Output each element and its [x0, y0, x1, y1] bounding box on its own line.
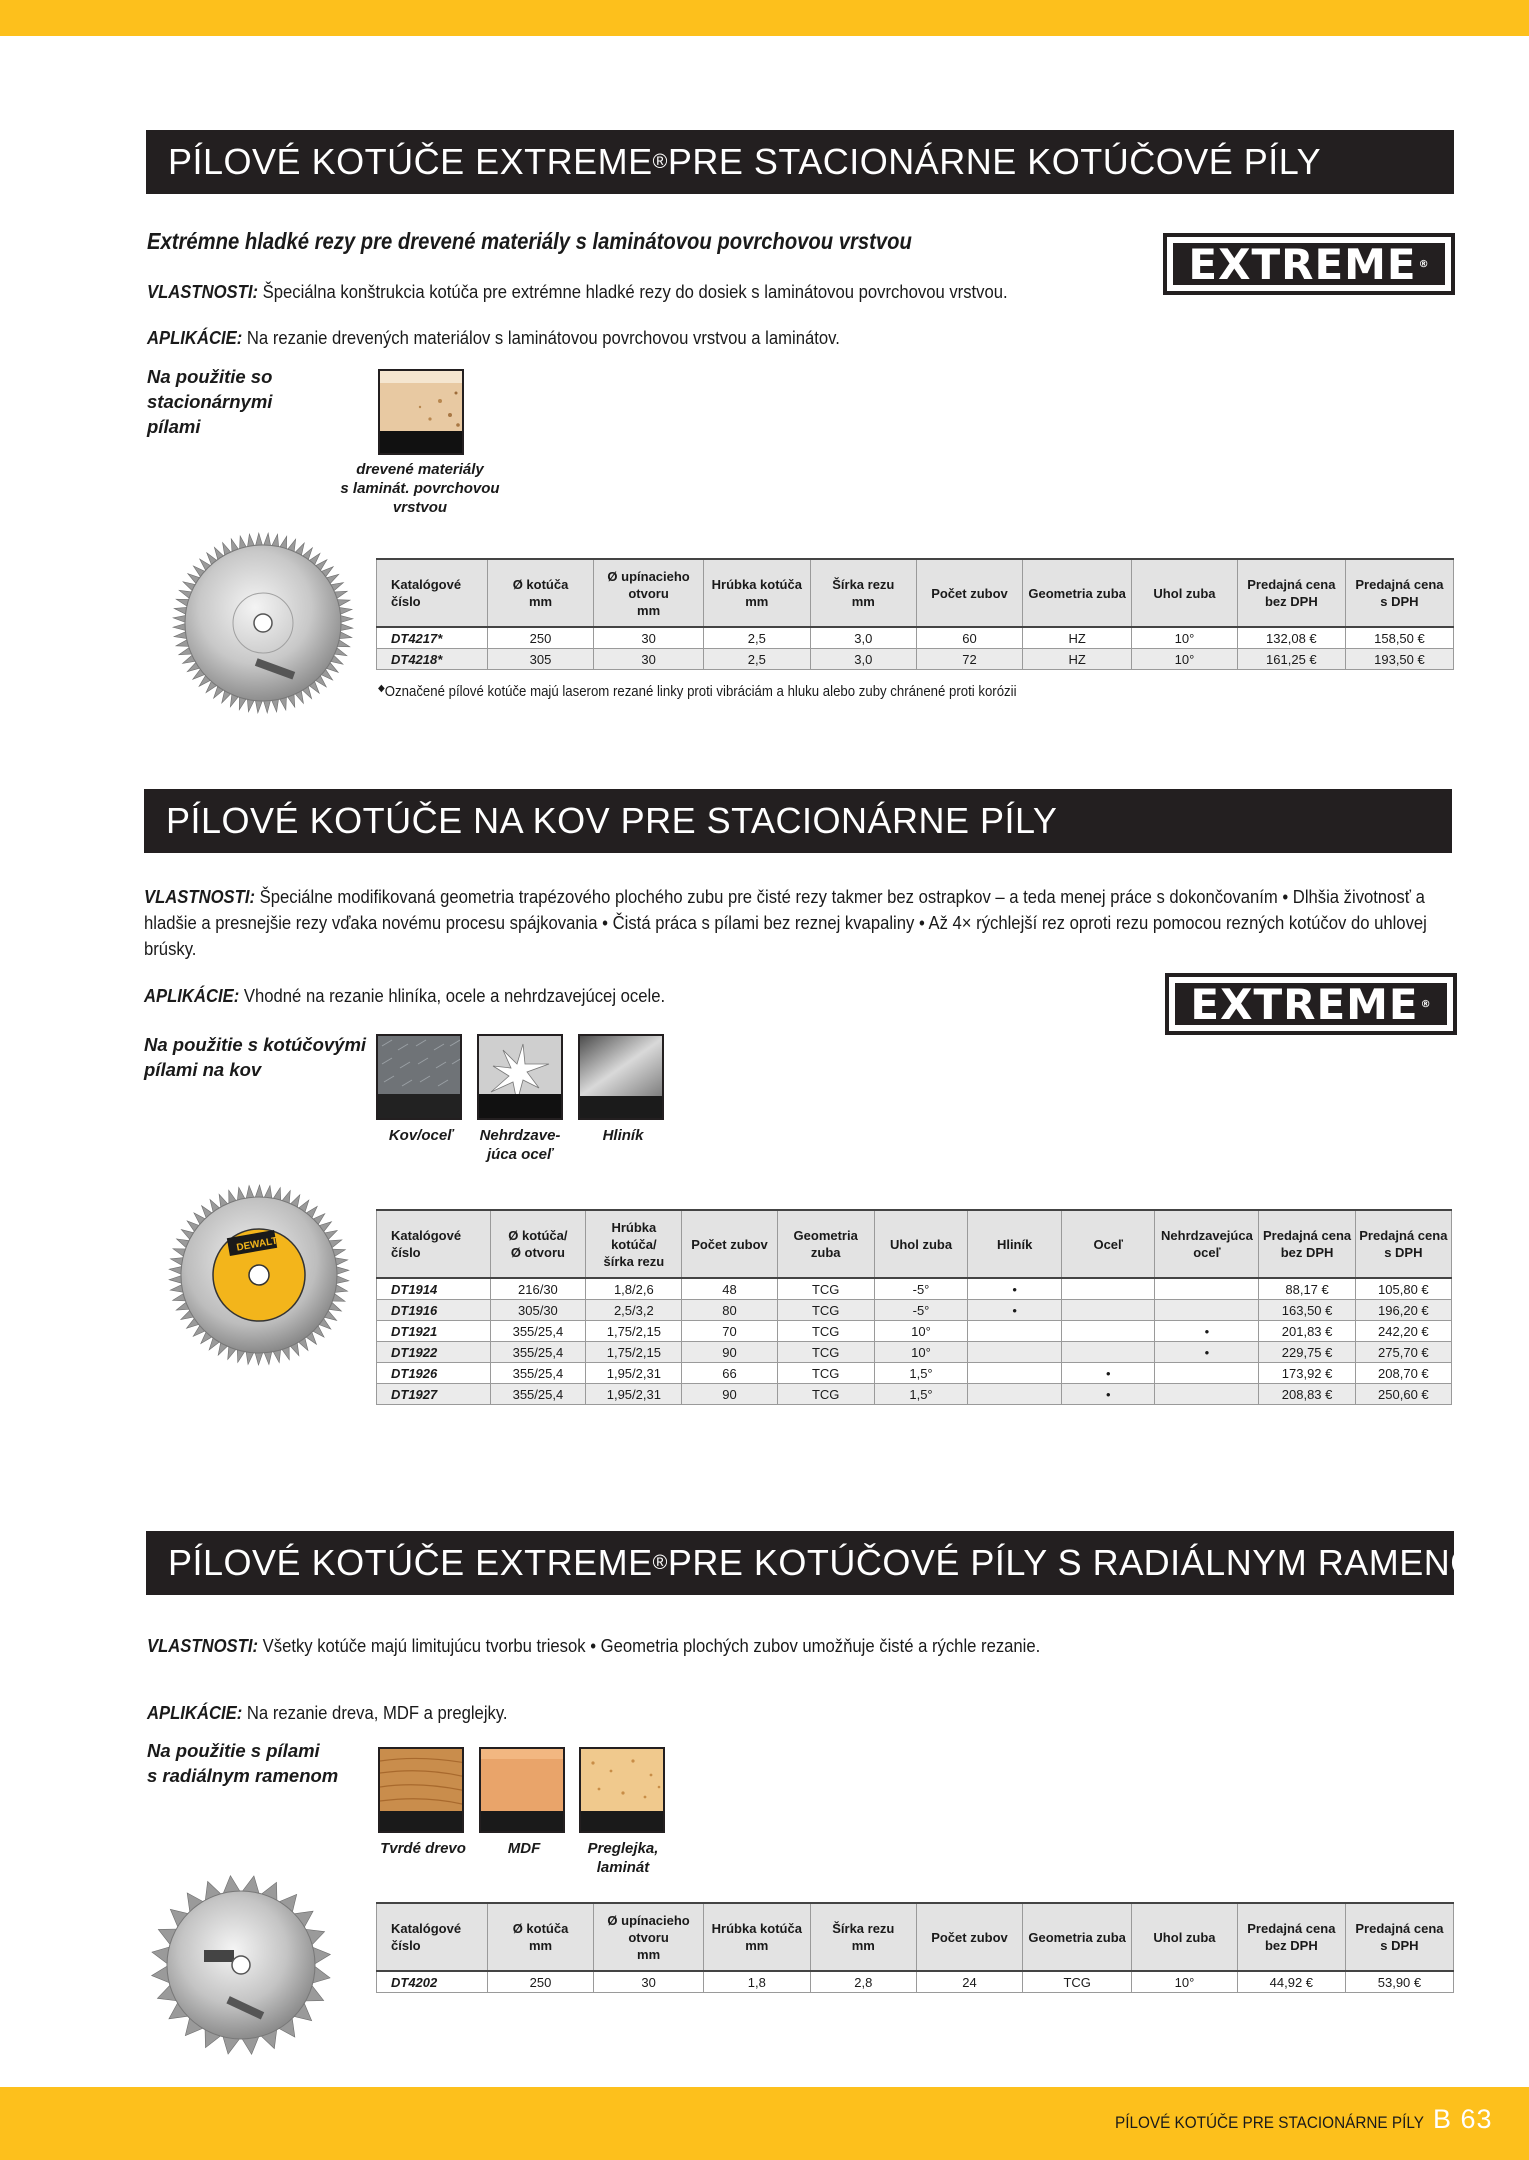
catalog-number-cell: DT1926	[377, 1363, 491, 1384]
table-cell: 1,5°	[874, 1363, 967, 1384]
table-cell: 88,17 €	[1259, 1278, 1355, 1300]
table-cell: 80	[682, 1300, 777, 1321]
extreme-logo	[1165, 973, 1457, 1035]
table-cell: 208,70 €	[1355, 1363, 1451, 1384]
column-header: Nehrdzavejúca oceľ	[1155, 1210, 1259, 1278]
table-cell: TCG	[1023, 1971, 1132, 1993]
material-label-steel: Kov/oceľ	[388, 1127, 454, 1144]
table-row	[377, 1971, 1454, 1993]
section3-properties-label: VLASTNOSTI:	[147, 1635, 259, 1656]
section1-properties-label: VLASTNOSTI:	[147, 281, 259, 302]
table-cell: HZ	[1023, 627, 1132, 649]
stainless-steel-swatch	[477, 1034, 563, 1120]
table-cell: HZ	[1023, 649, 1132, 670]
table-cell: 30	[594, 649, 703, 670]
table-cell: 208,83 €	[1259, 1384, 1355, 1405]
section3-application-text: Na rezanie dreva, MDF a preglejky.	[242, 1702, 508, 1723]
table-cell: 158,50 €	[1345, 627, 1453, 649]
table-cell	[968, 1321, 1062, 1342]
table-cell: 10°	[874, 1342, 967, 1363]
table-cell: 1,95/2,31	[586, 1384, 682, 1405]
page-number: B 63	[1433, 2104, 1493, 2134]
section3-title	[146, 1531, 1510, 1595]
table-cell: 355/25,4	[490, 1321, 586, 1342]
table-cell: 1,75/2,15	[586, 1342, 682, 1363]
column-header: Uhol zuba	[1132, 559, 1238, 627]
section1-title-reg: ®	[652, 150, 668, 173]
table-cell: 229,75 €	[1259, 1342, 1355, 1363]
section1-title	[146, 130, 1454, 194]
table-cell: 72	[916, 649, 1022, 670]
table-cell: 355/25,4	[490, 1384, 586, 1405]
column-header: Uhol zuba	[1132, 1903, 1238, 1971]
table-cell	[1155, 1300, 1259, 1321]
column-header: Geometria zuba	[1023, 1903, 1132, 1971]
table-cell: 196,20 €	[1355, 1300, 1451, 1321]
saw-blade-image	[170, 530, 356, 716]
table-cell	[1062, 1278, 1155, 1300]
extreme-logo-text: EXTREME	[1188, 239, 1417, 289]
plywood-swatch	[579, 1747, 665, 1833]
table-cell: 216/30	[490, 1278, 586, 1300]
column-header: Katalógové číslo	[377, 1210, 491, 1278]
table-cell: 105,80 €	[1355, 1278, 1451, 1300]
column-header: Predajná cena s DPH	[1355, 1210, 1451, 1278]
material-label-stainless: Nehrdzave- júca oceľ	[479, 1127, 561, 1163]
table-cell	[1062, 1321, 1155, 1342]
section2-application	[144, 983, 665, 1009]
table-cell: 193,50 €	[1345, 649, 1453, 670]
table-row	[377, 649, 1454, 670]
catalog-number-cell: DT1916	[377, 1300, 491, 1321]
table-row	[377, 1384, 1452, 1405]
metal-steel-swatch	[376, 1034, 462, 1120]
column-header: Počet zubov	[916, 1903, 1022, 1971]
catalog-number-cell: DT1927	[377, 1384, 491, 1405]
extreme-logo	[1163, 233, 1455, 295]
section2-properties	[144, 884, 1454, 962]
table-cell: •	[968, 1278, 1062, 1300]
column-header: Šírka rezu mm	[810, 559, 916, 627]
section2-properties-label: VLASTNOSTI:	[144, 886, 256, 907]
section1-subtitle: Extrémne hladké rezy pre drevené materiály s laminátovou povrchovou vrstvou	[147, 228, 912, 254]
column-header: Počet zubov	[682, 1210, 777, 1278]
table-cell: TCG	[777, 1321, 874, 1342]
table-cell: 1,95/2,31	[586, 1363, 682, 1384]
catalog-number-cell: DT1921	[377, 1321, 491, 1342]
material-label-aluminium: Hliník	[602, 1127, 644, 1144]
table-cell: 250	[487, 627, 594, 649]
section3-title-text: PÍLOVÉ KOTÚČE EXTREME	[168, 1542, 653, 1583]
table-row	[377, 1321, 1452, 1342]
table-cell: 53,90 €	[1345, 1971, 1453, 1993]
table-cell: 201,83 €	[1259, 1321, 1355, 1342]
table-cell: 3,0	[810, 627, 916, 649]
section1-spec-table	[376, 558, 1454, 670]
section3-usage: Na použitie s pílami s radiálnym ramenom	[147, 1740, 339, 1786]
column-header: Predajná cena s DPH	[1345, 1903, 1453, 1971]
table-cell: 2,5/3,2	[586, 1300, 682, 1321]
blade-brand-text: DEWALT	[235, 1235, 279, 1254]
column-header: Ø kotúča mm	[487, 1903, 594, 1971]
catalog-number-cell: DT4218*	[377, 649, 488, 670]
table-cell	[968, 1363, 1062, 1384]
mdf-swatch	[479, 1747, 565, 1833]
table-cell: 24	[916, 1971, 1022, 1993]
metal-saw-blade-image	[166, 1182, 352, 1368]
section1-footnote	[378, 683, 1017, 700]
material-label-mdf: MDF	[507, 1840, 541, 1857]
table-cell: TCG	[777, 1278, 874, 1300]
table-row	[377, 1342, 1452, 1363]
section1-properties	[147, 279, 1008, 305]
material-label-plywood: Preglejka, laminát	[587, 1840, 659, 1876]
table-cell: 2,5	[703, 627, 810, 649]
table-cell: 90	[682, 1342, 777, 1363]
table-cell: 2,5	[703, 649, 810, 670]
radial-saw-blade-image	[148, 1872, 334, 2058]
table-cell: 250,60 €	[1355, 1384, 1451, 1405]
section2-properties-text: Špeciálne modifikovaná geometria trapézového plochého zubu pre čisté rezy takmer bez ostrapkov – a teda menej práce s dokončovaním • Dlhšia životnosť a hladšie a presnejšie rezy vďaka novému procesu spájkovania • Čistá práca s pílami bez reznej kvapaliny • Až 4× rýchlejší rez oproti rezu pomocou rezných kotúčov do uhlovej brúsky.	[144, 886, 1427, 959]
table-cell: 30	[594, 1971, 703, 1993]
column-header: Predajná cena bez DPH	[1259, 1210, 1355, 1278]
table-cell: -5°	[874, 1300, 967, 1321]
column-header: Katalógové číslo	[377, 1903, 488, 1971]
column-header: Uhol zuba	[874, 1210, 967, 1278]
column-header: Predajná cena bez DPH	[1237, 559, 1345, 627]
footnote-mark: ◆	[378, 683, 385, 694]
table-cell: •	[1062, 1363, 1155, 1384]
table-cell: 70	[682, 1321, 777, 1342]
table-cell: •	[1062, 1384, 1155, 1405]
table-cell: 275,70 €	[1355, 1342, 1451, 1363]
section1-application-label: APLIKÁCIE:	[147, 327, 243, 348]
table-cell: 48	[682, 1278, 777, 1300]
column-header: Ø upínacieho otvoru mm	[594, 559, 703, 627]
table-cell: 305/30	[490, 1300, 586, 1321]
column-header: Ø kotúča/ Ø otvoru	[490, 1210, 586, 1278]
section2-usage: Na použitie s kotúčovými pílami na kov	[144, 1034, 367, 1080]
table-cell: 2,8	[810, 1971, 916, 1993]
column-header: Oceľ	[1062, 1210, 1155, 1278]
table-row	[377, 1300, 1452, 1321]
table-cell: 173,92 €	[1259, 1363, 1355, 1384]
table-cell: 10°	[1132, 627, 1238, 649]
table-cell	[968, 1384, 1062, 1405]
table-cell: •	[1155, 1321, 1259, 1342]
column-header: Predajná cena s DPH	[1345, 559, 1453, 627]
aluminium-swatch	[578, 1034, 664, 1120]
section3-properties	[147, 1633, 1040, 1659]
section3-application	[147, 1700, 508, 1726]
column-header: Predajná cena bez DPH	[1237, 1903, 1345, 1971]
section1-usage: Na použitie so stacionárnymi pílami	[147, 366, 273, 437]
table-cell	[1062, 1300, 1155, 1321]
table-cell: 1,75/2,15	[586, 1321, 682, 1342]
section2-title: PÍLOVÉ KOTÚČE NA KOV PRE STACIONÁRNE PÍLY	[144, 789, 1452, 853]
extreme-logo-reg: ®	[1420, 998, 1432, 1010]
section2-spec-table	[376, 1209, 1452, 1405]
section3-properties-text: Všetky kotúče majú limitujúcu tvorbu triesok • Geometria plochých zubov umožňuje čisté a rýchle rezanie.	[258, 1635, 1041, 1656]
top-accent-bar	[0, 0, 1529, 36]
section1-title-text: PÍLOVÉ KOTÚČE EXTREME	[168, 141, 653, 182]
table-cell	[968, 1342, 1062, 1363]
table-cell: 10°	[1132, 1971, 1238, 1993]
table-row	[377, 627, 1454, 649]
table-cell	[1155, 1384, 1259, 1405]
column-header: Katalógové číslo	[377, 559, 488, 627]
catalog-number-cell: DT1914	[377, 1278, 491, 1300]
column-header: Ø upínacieho otvoru mm	[594, 1903, 703, 1971]
material-label-laminated: drevené materiály s laminát. povrchovou vrstvou	[340, 461, 500, 516]
table-cell: 132,08 €	[1237, 627, 1345, 649]
footer-section-label: PÍLOVÉ KOTÚČE PRE STACIONÁRNE PÍLY	[1115, 2113, 1424, 2132]
table-cell: 44,92 €	[1237, 1971, 1345, 1993]
column-header: Hrúbka kotúča mm	[703, 1903, 810, 1971]
table-cell: 163,50 €	[1259, 1300, 1355, 1321]
table-cell	[1155, 1363, 1259, 1384]
table-cell: 10°	[1132, 649, 1238, 670]
column-header: Šírka rezu mm	[810, 1903, 916, 1971]
column-header: Hrúbka kotúča/ šírka rezu	[586, 1210, 682, 1278]
column-header: Ø kotúča mm	[487, 559, 594, 627]
table-cell: 30	[594, 627, 703, 649]
table-cell: TCG	[777, 1363, 874, 1384]
catalog-number-cell: DT4217*	[377, 627, 488, 649]
table-cell: 161,25 €	[1237, 649, 1345, 670]
table-cell: 305	[487, 649, 594, 670]
table-cell: 242,20 €	[1355, 1321, 1451, 1342]
table-cell: 66	[682, 1363, 777, 1384]
column-header: Geometria zuba	[777, 1210, 874, 1278]
extreme-logo-text: EXTREME	[1190, 979, 1419, 1029]
section2-application-label: APLIKÁCIE:	[144, 985, 240, 1006]
section3-title-rest: PRE KOTÚČOVÉ PÍLY S RADIÁLNYM RAMENOM	[667, 1542, 1510, 1583]
section3-spec-table	[376, 1902, 1454, 1993]
table-cell: 90	[682, 1384, 777, 1405]
table-cell: •	[968, 1300, 1062, 1321]
section1-application-text: Na rezanie drevených materiálov s laminátovou povrchovou vrstvou a laminátov.	[242, 327, 840, 348]
section1-title-rest: PRE STACIONÁRNE KOTÚČOVÉ PÍLY	[667, 141, 1322, 182]
section2-application-text: Vhodné na rezanie hliníka, ocele a nehrdzavejúcej ocele.	[239, 985, 666, 1006]
table-cell: TCG	[777, 1300, 874, 1321]
table-cell: 1,5°	[874, 1384, 967, 1405]
catalog-number-cell: DT4202	[377, 1971, 488, 1993]
section3-application-label: APLIKÁCIE:	[147, 1702, 243, 1723]
hardwood-swatch	[378, 1747, 464, 1833]
table-cell: 10°	[874, 1321, 967, 1342]
table-cell	[1062, 1342, 1155, 1363]
column-header: Geometria zuba	[1023, 559, 1132, 627]
table-cell	[1155, 1278, 1259, 1300]
table-cell: 60	[916, 627, 1022, 649]
table-cell: 355/25,4	[490, 1342, 586, 1363]
material-label-hardwood: Tvrdé drevo	[380, 1840, 466, 1857]
section1-application	[147, 325, 840, 351]
table-cell: 3,0	[810, 649, 916, 670]
section1-footnote-text: Označené pílové kotúče majú laserom rezané linky proti vibráciám a hluku alebo zuby chránené proti korózii	[384, 683, 1017, 700]
column-header: Hliník	[968, 1210, 1062, 1278]
table-row	[377, 1363, 1452, 1384]
laminated-wood-swatch	[378, 369, 464, 455]
table-row	[377, 1278, 1452, 1300]
table-cell: 250	[487, 1971, 594, 1993]
table-cell: TCG	[777, 1384, 874, 1405]
column-header: Hrúbka kotúča mm	[703, 559, 810, 627]
column-header: Počet zubov	[916, 559, 1022, 627]
table-cell: 1,8	[703, 1971, 810, 1993]
table-cell: TCG	[777, 1342, 874, 1363]
table-cell: 1,8/2,6	[586, 1278, 682, 1300]
section3-title-reg: ®	[652, 1551, 668, 1574]
table-cell: -5°	[874, 1278, 967, 1300]
extreme-logo-reg: ®	[1418, 258, 1430, 270]
section1-properties-text: Špeciálna konštrukcia kotúča pre extrémne hladké rezy do dosiek s laminátovou povrchovou vrstvou.	[258, 281, 1008, 302]
table-cell: 355/25,4	[490, 1363, 586, 1384]
table-cell: •	[1155, 1342, 1259, 1363]
catalog-number-cell: DT1922	[377, 1342, 491, 1363]
